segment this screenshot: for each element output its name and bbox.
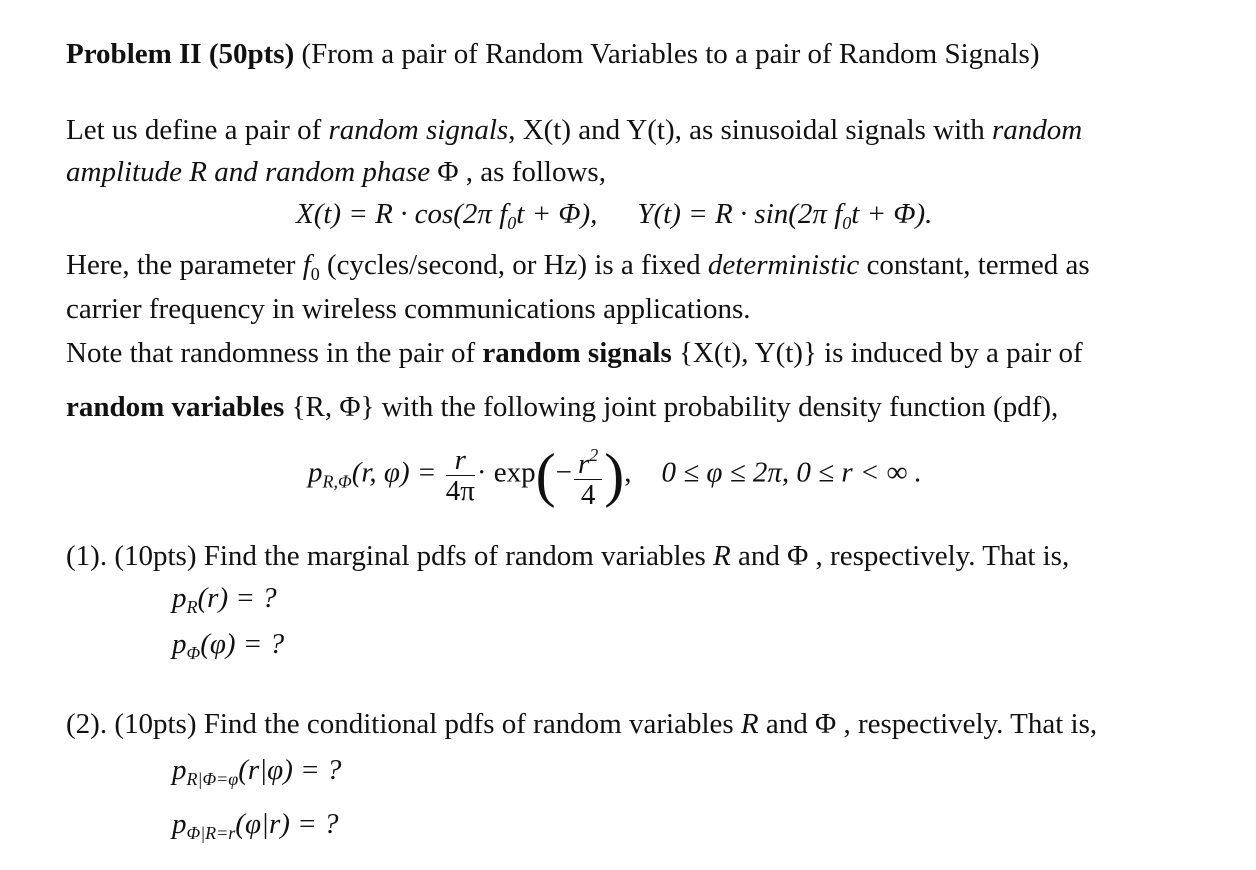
pdf-subscript: Φ|R=r (186, 823, 236, 843)
para-bold: random variables (66, 391, 285, 423)
numerator (574, 440, 602, 480)
intro-emphasis: amplitude R and random phase (66, 156, 431, 188)
q2-symbol: R (740, 708, 759, 740)
comma: , (624, 456, 632, 489)
signal-definitions (296, 196, 932, 241)
intro-text: Let us define a pair of (66, 114, 329, 146)
para-bold: random signals (482, 337, 672, 369)
intro-line-2 (66, 154, 606, 190)
pdf-args: (φ) = ? (200, 628, 285, 660)
para-text: Note that randomness in the pair of (66, 337, 483, 369)
denominator: 4 (580, 479, 596, 511)
minus-sign: − (555, 456, 572, 489)
x-definition: X(t) = R · cos(2π f (296, 198, 508, 230)
problem-subtitle: (From a pair of Random Variables to a pair of Random Signals) (294, 38, 1040, 70)
pdf-subscript: R (186, 597, 198, 617)
para-line-4 (66, 389, 1058, 425)
fraction-r2-over-4 (574, 440, 602, 510)
intro-text: Φ , as follows, (430, 156, 606, 188)
pdf-subscript: R,Φ (322, 471, 352, 492)
fraction-r-over-4pi (446, 445, 475, 506)
subscript: 0 (310, 264, 320, 284)
q1-answer-1 (172, 580, 277, 625)
f0-symbol: f (302, 249, 311, 281)
subscript: 0 (842, 213, 852, 233)
q1-symbol: R (713, 540, 731, 572)
pdf-symbol: p (172, 754, 187, 786)
denominator: 4π (445, 474, 475, 507)
open-paren: ( (535, 442, 556, 508)
superscript: 2 (589, 445, 599, 465)
q2-answer-1 (172, 752, 341, 797)
para-line-3 (66, 335, 1083, 371)
pdf-args: (r|φ) = ? (238, 754, 342, 786)
r-symbol: r (577, 448, 590, 480)
problem-label: Problem II (50pts) (66, 38, 295, 70)
intro-text: , X(t) and Y(t), as sinusoidal signals with (508, 114, 992, 146)
q2-answer-2 (172, 806, 338, 851)
q2-text: (2). (10pts) Find the conditional pdfs of random variables (66, 708, 741, 740)
para-emphasis: deterministic (707, 249, 860, 281)
q2-text: and Φ , respectively. That is, (758, 708, 1098, 740)
q1-answer-2 (172, 626, 284, 671)
para-line-2: carrier frequency in wireless communications applications. (66, 293, 751, 325)
intro-line-1 (66, 112, 1082, 148)
intro-emphasis: random (992, 114, 1083, 146)
pdf-symbol: p (172, 808, 187, 840)
y-definition: t + Φ). (851, 198, 933, 230)
y-definition: Y(t) = R · sin(2π f (637, 198, 843, 230)
x-definition: t + Φ), (516, 198, 598, 230)
q1-text: and Φ , respectively. That is, (730, 540, 1070, 572)
para-text: constant, termed as (859, 249, 1090, 281)
para-text: {X(t), Y(t)} is induced by a pair of (671, 337, 1083, 369)
para-text: Here, the parameter (66, 249, 303, 281)
pdf-symbol: p (172, 628, 187, 660)
question-2 (66, 706, 1097, 742)
para-text: {R, Φ} with the following joint probability density function (pdf), (284, 391, 1059, 423)
pdf-symbol: p (172, 582, 187, 614)
pdf-args: (r, φ) = (351, 456, 444, 489)
pdf-symbol: p (308, 456, 323, 489)
numerator: r (446, 445, 475, 476)
close-paren: ) (604, 442, 625, 508)
pdf-subscript: Φ (186, 643, 201, 663)
problem-title (66, 36, 1040, 72)
question-1 (66, 538, 1069, 574)
pdf-subscript: R|Φ=φ (186, 769, 239, 789)
exp-label: · exp (476, 456, 536, 489)
joint-pdf-equation (308, 440, 922, 520)
pdf-args: (r) = ? (197, 582, 277, 614)
subscript: 0 (507, 213, 517, 233)
pdf-domain: 0 ≤ φ ≤ 2π, 0 ≤ r < ∞ . (661, 456, 922, 489)
q1-text: (1). (10pts) Find the marginal pdfs of random variables (66, 540, 713, 572)
para-line-1 (66, 247, 1090, 292)
para-text: (cycles/second, or Hz) is a fixed (319, 249, 708, 281)
pdf-args: (φ|r) = ? (235, 808, 339, 840)
intro-emphasis: random signals (328, 114, 509, 146)
